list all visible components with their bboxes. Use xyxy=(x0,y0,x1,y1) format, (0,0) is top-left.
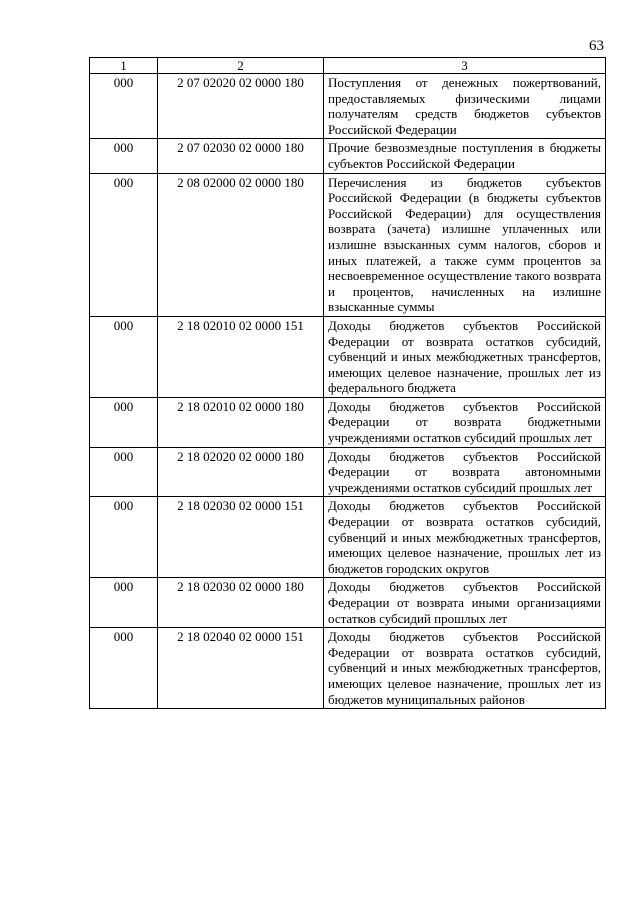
table-row xyxy=(90,397,606,447)
column-header-3: 3 xyxy=(324,58,606,74)
page-number: 63 xyxy=(589,38,604,54)
admin-code-cell: 000 xyxy=(90,578,158,628)
table-row xyxy=(90,173,606,316)
admin-code-cell: 000 xyxy=(90,397,158,447)
budget-code-cell: 2 18 02020 02 0000 180 xyxy=(158,447,324,497)
budget-code-cell: 2 18 02040 02 0000 151 xyxy=(158,628,324,709)
table-row xyxy=(90,74,606,139)
budget-code-cell: 2 08 02000 02 0000 180 xyxy=(158,173,324,316)
admin-code-cell: 000 xyxy=(90,628,158,709)
table-row xyxy=(90,578,606,628)
income-name-cell: Доходы бюджетов субъектов Российской Федерации от возврата бюджетными учреждениями остатков субсидий прошлых лет xyxy=(324,397,606,447)
budget-code-cell: 2 18 02010 02 0000 180 xyxy=(158,397,324,447)
table-row xyxy=(90,447,606,497)
column-header-2: 2 xyxy=(158,58,324,74)
income-name-cell: Доходы бюджетов субъектов Российской Федерации от возврата остатков субсидий, субвенций и иных межбюджетных трансфертов, имеющих целевое назначение, прошлых лет из бюджетов городских округов xyxy=(324,497,606,578)
income-name-cell: Доходы бюджетов субъектов Российской Федерации от возврата автономными учреждениями остатков субсидий прошлых лет xyxy=(324,447,606,497)
column-header-1: 1 xyxy=(90,58,158,74)
budget-code-cell: 2 07 02030 02 0000 180 xyxy=(158,139,324,173)
admin-code-cell: 000 xyxy=(90,173,158,316)
income-name-cell: Доходы бюджетов субъектов Российской Федерации от возврата иными организациями остатков субсидий прошлых лет xyxy=(324,578,606,628)
budget-classification-table xyxy=(89,57,606,709)
income-name-cell: Перечисления из бюджетов субъектов Российской Федерации (в бюджеты субъектов Российской Федерации) для осуществления возврата (зачета) излишне уплаченных или излишне взысканных сумм налогов, сборов и иных платежей, а также сумм процентов за несвоевременное осуществление такого возврата и процентов, начисленных на излишне взысканные суммы xyxy=(324,173,606,316)
admin-code-cell: 000 xyxy=(90,316,158,397)
admin-code-cell: 000 xyxy=(90,447,158,497)
budget-code-cell: 2 18 02010 02 0000 151 xyxy=(158,316,324,397)
admin-code-cell: 000 xyxy=(90,497,158,578)
admin-code-cell: 000 xyxy=(90,74,158,139)
income-name-cell: Поступления от денежных пожертвований, предоставляемых физическими лицами получателям средств бюджетов субъектов Российской Федерации xyxy=(324,74,606,139)
admin-code-cell: 000 xyxy=(90,139,158,173)
table-row xyxy=(90,316,606,397)
table-row xyxy=(90,497,606,578)
budget-code-cell: 2 18 02030 02 0000 151 xyxy=(158,497,324,578)
income-name-cell: Прочие безвозмездные поступления в бюджеты субъектов Российской Федерации xyxy=(324,139,606,173)
table-header-row xyxy=(90,58,606,74)
income-name-cell: Доходы бюджетов субъектов Российской Федерации от возврата остатков субсидий, субвенций и иных межбюджетных трансфертов, имеющих целевое назначение, прошлых лет из бюджетов муниципальных районов xyxy=(324,628,606,709)
budget-code-cell: 2 07 02020 02 0000 180 xyxy=(158,74,324,139)
income-name-cell: Доходы бюджетов субъектов Российской Федерации от возврата остатков субсидий, субвенций и иных межбюджетных трансфертов, имеющих целевое назначение, прошлых лет из федерального бюджета xyxy=(324,316,606,397)
table-row xyxy=(90,139,606,173)
table-row xyxy=(90,628,606,709)
budget-code-cell: 2 18 02030 02 0000 180 xyxy=(158,578,324,628)
